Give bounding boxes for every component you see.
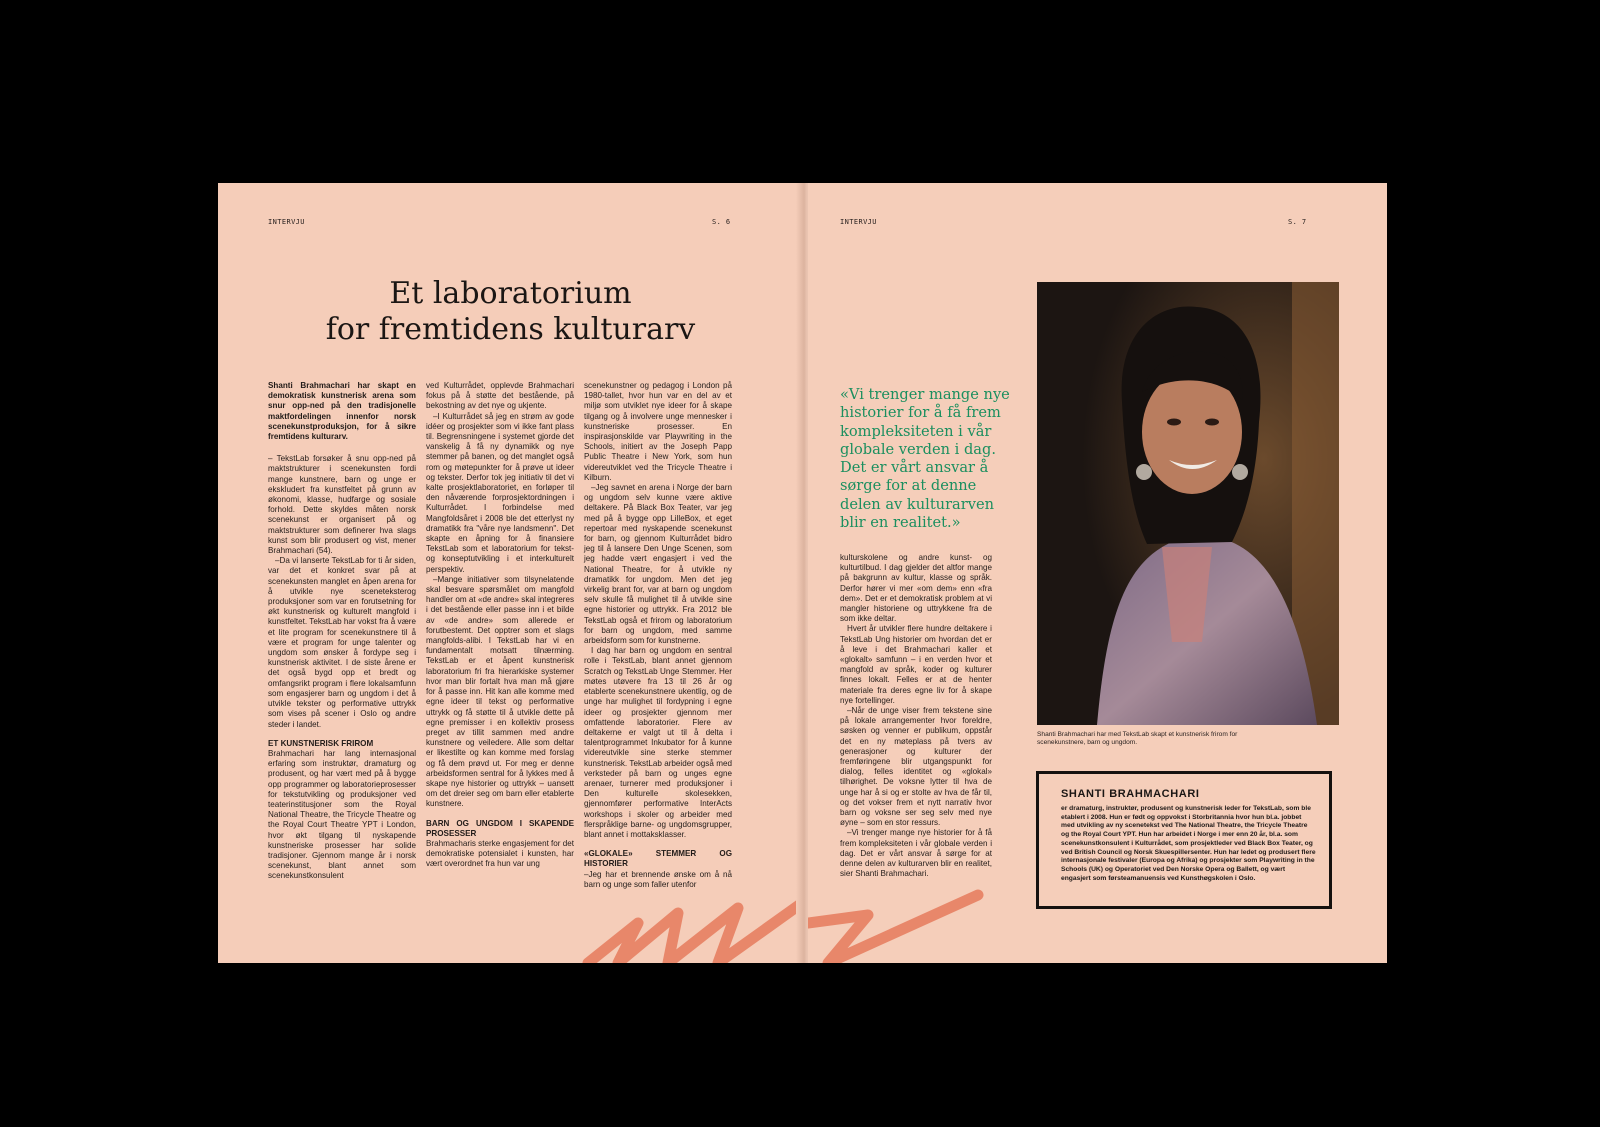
subheading: BARN OG UNGDOM I SKAPENDE PROSESSER xyxy=(426,818,574,838)
right-page xyxy=(808,183,1387,963)
decorative-brush-stroke-right xyxy=(808,883,988,963)
article-title xyxy=(288,276,733,348)
photo-caption: Shanti Brahmachari har med TekstLab skapt et kunstnerisk frirom for scenekunstnere, barn og ungdom. xyxy=(1037,731,1238,747)
section-label: INTERVJU xyxy=(840,218,877,226)
body-paragraph: –Når de unge viser frem tekstene sine på lokale arrangementer hvor foreldre, søsken og venner er publikum, oppstår det en ny møteplass på tvers av generasjoner og kulturer der fremføringene blir utgangspunkt for dialog, felles identitet og «glokal» tilhørighet. De voksne lytter til hva de unge har å si og er stolte av hva de får til, og det vokser frem et nytt narrativ hvor barn og voksne ser seg selv med nye øyne – som en stor ressurs. xyxy=(840,706,992,828)
left-page xyxy=(218,183,802,963)
title-line-2: for fremtidens kulturarv xyxy=(325,312,696,347)
body-paragraph: – TekstLab forsøker å snu opp-ned på maktstrukturer i scenekunsten fordi mange kunstnere, barn og unge er ekskludert fra kunstfeltet på grunn av økonomi, klasse, hudfarge og sosiale forhold. Dette skyldes måten norsk scenekunst er organisert på og maktstrukturer som definerer hva slags kunst som blir produsert og vist, mener Brahmachari (54). xyxy=(268,454,416,556)
body-paragraph: –Jeg savnet en arena i Norge der barn og ungdom selv kunne være aktive deltakere. På Black Box Teater, var jeg med på å bygge opp LilleBox, et eget repertoar med nyskapende scenekunst for barn, og gjennom Kulturrådet bidro jeg til å lansere Den Unge Scenen, som jeg hadde vært engasjert i ved the National Theatre, for å utvikle ny dramatikk for ungdom. Men det jeg virkelig brant for, var at barn og ungdom selv skulle få mulighet til å utvikle sine egne historier og uttrykk. Fra 2012 ble TekstLab også et frirom og laboratorium for barn og ungdom, med samme arbeidsform som for kunstnerne. xyxy=(584,483,732,646)
decorative-brush-stroke-left xyxy=(578,883,802,963)
column-1 xyxy=(268,381,416,882)
bio-box xyxy=(1036,771,1332,909)
body-paragraph: ved Kulturrådet, opplevde Brahmachari fokus på å støtte det bestående, på bekostning av det nye og ukjente. xyxy=(426,381,574,411)
column-2 xyxy=(426,381,574,870)
body-column xyxy=(840,553,992,880)
body-paragraph: I dag har barn og ungdom en sentral rolle i TekstLab, blant annet gjennom Scratch og TekstLab Unge Stemmer. Her møtes utøvere fra 13 til 26 år og etablerte scenekunstnere ukentlig, og de unge har mulighet til fordypning i egne ideer og prosjekter gjennom mer omfattende laboratorier. Flere av deltakerne er valgt ut til å delta i talentprogrammet Inkubator for å kunne videreutvikle sine sterke stemmer kunstnerisk. TekstLab arbeider også med verksteder på barn og unges egne arenaer, turnerer med produksjoner i Den kulturelle skolesekken, gjennomfører performative InterActs workshops i skoler og arbeider med flerspråklige barne- og ungdomsgrupper, blant annet i mottaksklasser. xyxy=(584,646,732,839)
title-line-1: Et laboratorium xyxy=(389,276,632,311)
body-paragraph: Brahmacharis sterke engasjement for det demokratiske potensialet i kunsten, har vært overordnet fra hun var ung xyxy=(426,838,575,869)
bio-title: SHANTI BRAHMACHARI xyxy=(1061,788,1200,800)
body-paragraph: –Da vi lanserte TekstLab for ti år siden, var det et konkret svar på at scenekunsten manglet en åpen arena for å utvikle nye sceneteksterog produksjoner som var en forutsetning for økt kunstnerisk og kulturelt mangfold i kunstfeltet. TekstLab har vokst fra å være et lite program for scenekunstnere til å være et program for unge talenter og ungdom som ønsker å fordype seg i kunstnerisk aktivitet. I de siste årene er det også bygd opp et bredt og omfangsrikt program i flere lokalsamfunn som engasjerer barn og ungdom i det å utvikle tekster og performative uttrykk som vises på scener i Oslo og andre steder i landet. xyxy=(268,556,416,729)
lead-paragraph: Shanti Brahmachari har skapt en demokratisk kunstnerisk arena som snur opp-ned på den tradisjonelle maktfordelingen innenfor norsk scenekunstproduksjon, for å sikre fremtidens kulturarv. xyxy=(268,381,416,442)
body-paragraph: –I Kulturrådet så jeg en strøm av gode idéer og prosjekter som vi ikke fant plass til. Begrensningene i systemet gjorde det vanskelig å få ny dynamikk og nye stemmer på banen, og det manglet også rom og møtepunkter for å prøve ut ideer og tekster. Derfor tok jeg initiativ til det vi kalte prosjektlaboratoriet, en forløper til den nåværende forprosjektordningen i Kulturrådet. I forbindelse med Mangfoldsåret i 2008 ble det etterlyst ny dramatikk fra "våre nye landsmenn". Det skapte en åpning for å finansiere TekstLab som et laboratorium for tekst- og konseptutvikling i et interkulturelt perspektiv. xyxy=(426,411,574,574)
body-paragraph: –Vi trenger mange nye historier for å få frem kompleksiteten i vår globale verden i dag. Det er vårt ansvar å sørge for at denne delen av kulturarven blir en realitet, sier Shanti Brahmachari. xyxy=(840,828,992,879)
page-number: S. 7 xyxy=(1288,218,1307,226)
portrait-photo xyxy=(1037,282,1339,725)
body-paragraph: kulturskolene og andre kunst- og kulturtilbud. I dag gjelder det altfor mange på bakgrunn av kultur, klasse og språk. Derfor hører vi mer «om dem» enn «fra dem». Det er et demokratisk problem at vi mangler historiene og uttrykkene fra de som ikke deltar. xyxy=(840,553,992,624)
column-3 xyxy=(584,381,732,890)
subheading: ET KUNSTNERISK FRIROM xyxy=(268,738,374,748)
body-paragraph: Hvert år utvikler flere hundre deltakere i TekstLab Ung historier om hvordan det er å leve i det Brahmachari kaller et «glokalt» samfunn – i en verden hvor et mangfold av språk, koder og kulturer finnes lokalt. Felles er at de henter materiale fra deres egne liv for å skape nye fortellinger. xyxy=(840,624,992,705)
body-paragraph: –Mange initiativer som tilsynelatende skal besvare spørsmålet om mangfold handler om at «de andre» skal integreres i det bestående eller passe inn i et bilde av «de andre» som allerede er forutbestemt. Det opptrer som et slags mangfolds-alibi. I TekstLab har vi en fundamentalt motsatt tilnærming. TekstLab er et åpent kunstnerisk laboratorium fri fra hierarkiske systemer hvor man blir fortalt hva man må gjøre for å passe inn. Hit kan alle komme med egne ideer til tekst og performative uttrykk og få støtte til å utvikle dette på egne premisser i en kollektiv prosess preget av tillit sammen med andre kunstnere og veiledere. Alle som deltar er likestilte og kan komme med forslag og få dem prøvd ut. For meg er denne arbeidsformen sentral for å lykkes med å skape nye historier og uttrykk – uansett om det dreier seg om barn eller etablerte kunstnere. xyxy=(426,574,574,809)
pull-quote: «Vi trenger mange nye historier for å få frem kompleksiteten i vår globale verden i dag. Det er vårt ansvar å sørge for at denne delen av kulturarven blir en realitet.» xyxy=(840,386,1010,532)
bio-text: er dramaturg, instruktør, produsent og kunstnerisk leder for TekstLab, som ble etablert i 2008. Hun er født og oppvokst i Storbritannia hvor hun bl.a. jobbet med utvikling av ny scenetekst ved The National Theatre, the Tricycle Theatre og the Royal Court YPT. Hun har arbeidet i Norge i mer enn 20 år, bl.a. som scenekunstkonsulent i Kulturrådet, som prosjektleder ved Black Box Teater, og ved British Council og Norsk Skuespillersenter. Hun har ledet og produsert flere internasjonale festivaler (Europa og Afrika) og prosjekter som Playwriting in the Schools (UK) og Operatoriet ved Den Norske Opera og Ballett, og vært engasjert som førsteamanuensis ved Kunsthøgskolen i Oslo. xyxy=(1061,805,1316,882)
subheading: «GLOKALE» STEMMER OG HISTORIER xyxy=(584,849,732,869)
portrait-illustration xyxy=(1037,282,1339,725)
page-number: S. 6 xyxy=(712,218,731,226)
body-paragraph: Brahmachari har lang internasjonal erfaring som instruktør, dramaturg og produsent, og har vært med på å bygge opp programmer og laboratorieprosesser for tekstutvikling og produksjoner ved teaterinstitusjoner som the Royal National Theatre, the Tricycle Theatre og the Royal Court Theatre YPT i London, hvor økt tilgang til nyskapende kunstneriske prosesser har solide tradisjoner. Gjennom mange år i norsk scenekunst, blant annet som scenekunstkonsulent xyxy=(268,748,416,881)
body-paragraph: –Jeg har et brennende ønske om å nå barn og unge som faller utenfor xyxy=(584,869,732,889)
section-label: INTERVJU xyxy=(268,218,305,226)
body-paragraph: scenekunstner og pedagog i London på 1980-tallet, hvor hun var en del av et miljø som utviklet nye ideer for å skape tilgang og å involvere unge mennesker i kunstneriske prosesser. En inspirasjonskilde var Playwriting in the Schools, initiert av the Joseph Papp Public Theatre i New York, som hun videreutviklet ved the Tricycle Theatre i Kilburn. xyxy=(584,381,732,482)
